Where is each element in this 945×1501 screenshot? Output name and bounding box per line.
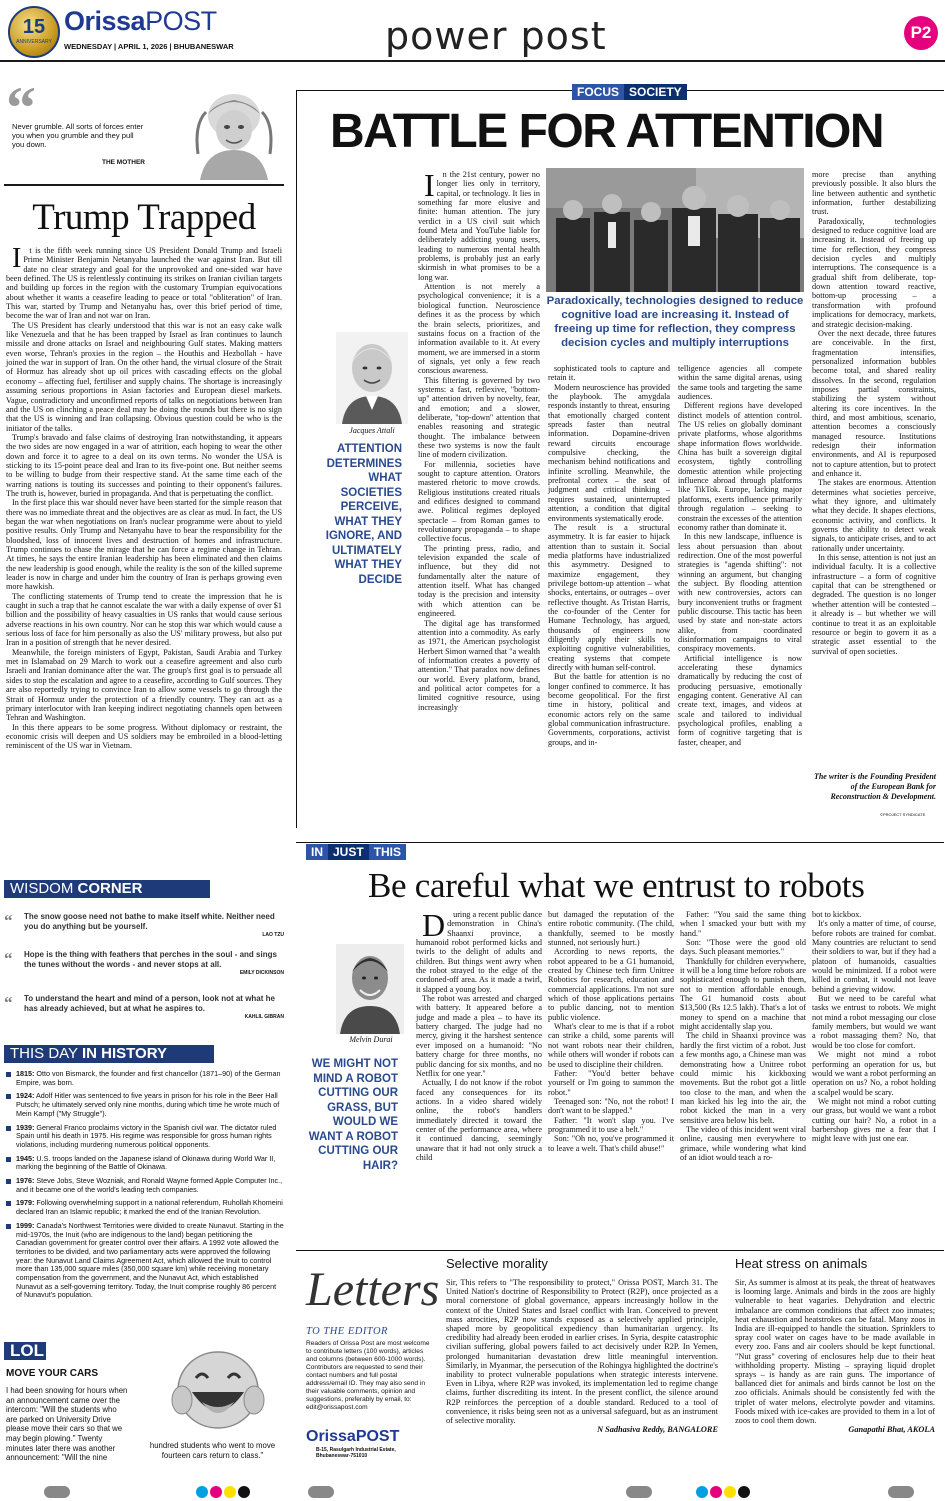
quote-icon: “ — [4, 993, 13, 1012]
registration-mark — [738, 1486, 750, 1498]
article-paragraph: Artificial intelligence is now accelerating these dynamics dramatically by reducing the cost of producing persuasive, emotionally engaging content. Generative AI can create text, images, and videos at scale and tailored to individual psychological profiles, enabling a form of cognitive targeting that is faster, cheaper, and — [678, 653, 802, 747]
quote-icon: “ — [6, 75, 36, 141]
article-paragraph: In this new landscape, influence is less about persuasion than about redirection. One of the most powerful strategies is "agenda shifting": not winning an argument, but changing the subject. By flooding attention with new controversies, actors can bury inconvenient truths or fragment public discourse. This tactic has been used by state and non-state actors alike, from coordinated disinformation campaigns to viral conspiracy movements. — [678, 532, 802, 654]
editorial-paragraph: The conflicting statements of Trump tend to create the impression that he is caught in such a trap that he cannot escalate the war with a daily expense of over $1 billion and the possibility of heavy casualties in US ranks that would cause serious adverse reactions in his own country. Nor can he stop this war which would cause a serious loss of face for him personally as also the US' military prowess, but also put Iran in a position of strength that he never desired. — [6, 591, 282, 648]
wisdom-quote-author: LAO TZU — [262, 932, 284, 938]
tech-executives-photo — [546, 168, 804, 292]
letter-text: Sir, As summer is almost at its peak, the threat of heatwaves is looming large. Animals and birds in the zoos are highly vulnerable to heat vagaries. Dehydration and electric imbalance are common conditions that affect zoo inmates; heat exhaustion and heatstrokes can be fatal. Many zoos in India are ill-equipped to handle the situation. Sprinklers to spray cool water on cages have to be made available in every zoo. Fans and air coolers should be kept functional. "Nut grass" covering of enclosures help due to their heat withholding property. Misting – spraying liquid droplet sprays – is handy as are rain guns. The importance of ballanced diet for animals and birds cannot be lost on the zoo officials. Animals should be consistently fed with the triplet of water melons, electrolyte powder and vitamins. Foods mixed with ice-cakes are provided to them in a lot of zoos to cool them down. — [735, 1278, 935, 1426]
divider — [4, 184, 284, 186]
author-name: Jacques Attali — [349, 426, 395, 435]
article-paragraph: bot to kickbox. — [812, 910, 862, 919]
editorial-body — [6, 243, 282, 751]
article-paragraph: The child in Shaanxi province was hardly the first victim of a robot. Just a few months ago, a Chinese man was demonstrating how a Unitree robot could mimic his kickboxing movements. But the robot got a little too close to the man, and when the man kicked his leg into the air, the robot kicked the man in a very sensitive area below his belt. — [680, 1031, 806, 1125]
lol-text-end: hundred students who went to move fourteen cars return to class." — [149, 1441, 276, 1460]
letter-signature: N Sadhasiva Reddy, BANGALORE — [597, 1425, 718, 1435]
article-paragraph: The result is a structural asymmetry. It is far easier to hijack attention than to sustain it. Social media platforms have industrialized this asymmetry. Designed to maximize engagement, they privilege bottom-up attention – what shocks, entertains, or outrages – over reflective thought. As Tristan Harris, the co-founder of the Center for Humane Technology, has argued, thousands of engineers now diligently apply their skills to exploiting cognitive vulnerabilities, creating systems that compete directly with human self-control. — [548, 522, 670, 672]
history-year: 1939: — [16, 1122, 35, 1132]
article-paragraph: What's clear to me is that if a robot can strike a child, some parents will not want robots near their children, while others will wonder if robots can be used to discipline their children. — [548, 1022, 674, 1069]
letter-body — [446, 1278, 718, 1434]
registration-mark — [696, 1486, 708, 1498]
divider — [296, 1250, 944, 1251]
letter-text: Sir, This refers to "The responsibility to protect," Orissa POST, March 31. The United Nation's doctrine of Responsibility to Protect (R2P), once projected as a moral cornerstone of global governance, appears increasingly hollow in the context of the United States and Israel conflict with Iran. Conceived to prevent mass atrocities, R2P now stands exposed as a selectively applied principle, shaped more by geopolitical expediency than humanitarian urgency. Its credibility had already been eroded in earlier crises. In Syria, despite catastrophic civilian suffering, global powers failed to act decisively under R2P. In Yemen, prolonged humanitarian devastation drew little meaningful intervention. Similarly, in Myanmar, the persecution of the Rohingya highlighted the doctrine's inability to protect vulnerable populations when strategic interests intervene. Even in Libya, where R2P was invoked, its implementation led to regime change claims, further discrediting its intent. In the present conflict, the silence around R2P reinforces the perception of a double standard. Reduced to a tool of convenience, it risks being seen not as a universal safeguard, but as an instrument of selective morality. — [446, 1278, 718, 1426]
article-paragraph: It's only a matter of time, of course, before robots are trained for combat. Many countries are reluctant to send their soldiers to war, but if they had a platoon of humanoids, casualties would be minimized. If a robot were killed in combat, it would not leave behind a grieving widow. — [812, 919, 936, 994]
registration-mark — [224, 1486, 236, 1498]
wisdom-quote-text: Hope is the thing with feathers that perches in the soul - and sings the tunes without the words - and never stops at all. — [24, 950, 277, 969]
wisdom-quote — [4, 912, 284, 938]
article-paragraph: The digital age has transformed attention into a commodity. As early as 1971, the American psychologist Herbert Simon warned that "a wealth of information creates a poverty of attention." That paradox now defines our world. Every platform, brand, and political actor competes for a limited cognitive resource, using increasingly — [418, 618, 540, 712]
registration-mark — [238, 1486, 250, 1498]
jacques-attali-photo — [336, 332, 408, 424]
melvin-durai-photo — [336, 944, 404, 1034]
author-name: Melvin Durai — [349, 1035, 393, 1044]
quote-icon: “ — [4, 911, 13, 930]
history-title — [4, 1045, 214, 1063]
editorial-paragraph: Meanwhile, the foreign ministers of Egypt, Pakistan, Saudi Arabia and Turkey met in Islamabad on 29 March to work out a ceasefire agreement and also curb Israeli and Iranian dominance after the war. The group's first goal is to persuade all sides to stop the escalation and agree to a ceasefire, according to Gulf sources. They are also reportedly trying to convince Iran to allow some vessels to go through the Strait of Hormuz under the protection of a friendly country. They can act as a primary interlocutor with Iran keeping indirect negotiating channels open between Tehran and Washington. — [6, 647, 282, 723]
history-year: 1979: — [16, 1198, 35, 1208]
editorial-paragraph: It is the fifth week running since US President Donald Trump and Israeli Prime Minister Benjamin Netanyahu launched the war against Iran. But till date no clear strategy and goal for the unprovoked and one-sided war have been defined. The US is relentlessly continuing its strikes on Iranian civilian targets and building up forces in the region with the customary Trumpian equivocations about whether it wants a ceasefire leading to peace or total "obliteration" of Iran. This war, started by Trump and Netanyahu has, over this brief period of time, become the war of Iran and not war on Iran. — [6, 243, 282, 321]
article-paragraph: telligence agencies all compete within the same digital arenas, using the same tools and targeting the same audiences. — [678, 364, 802, 402]
article-paragraph: This filtering is governed by two systems: a fast, reflexive, "bottom-up" attention driven by novelty, fear, and emotion; and a slower, deliberate, "top-down" attention that enables reasoning and strategic thought. The imbalance between these two systems is now the fault line of modern civilization. — [418, 375, 540, 460]
article-paragraph: We might not mind a robot cutting our grass, but would we want a robot cutting our hair? No, a robot in a barbershop gives me a fear that I might leave with just one ear. — [812, 1096, 936, 1144]
history-text: Otto von Bismarck, the founder and first chancellor (1871–90) of the German Empire, was born. — [16, 1069, 281, 1087]
history-item — [6, 1124, 284, 1150]
article-paragraph: Paradoxically, technologies designed to reduce cognitive load are increasing it. Instead of freeing up time for reflection, they compress decision cycles and multiply interruptions. The consequence is a gradual shift from deliberate, top-down attention toward reactive, bottom-up processing – a transformation with profound implications for democracy, markets, and strategic decision-making. — [812, 216, 936, 329]
badge-text: ANNIVERSARY — [16, 39, 52, 45]
lol-text: I had been snowing for hours when an announcement came over the intercom: "Will the students who are parked on University Drive please move their cars so that we may begin plowing." Twenty minutes later there was another announcement: "Will the nine — [6, 1386, 128, 1463]
section-name: power post — [385, 14, 607, 58]
article-paragraph: According to news reports, the robot appeared to be a G1 humanoid, created by Chinese tech firm Unitree Robotics for research, education and commercial applications. I'm not sure which of those applications pertains to public dancing, not to mention public violence. — [548, 947, 674, 1022]
letter-signature: Ganapathi Bhat, AKOLA — [848, 1425, 935, 1435]
quote-text: Never grumble. All sorts of forces enter you when you grumble and they pull you down. — [12, 122, 144, 149]
quote-author: THE MOTHER — [102, 159, 145, 166]
article-paragraph: Son: "Oh no, you've programmed it to leave a welt. That's child abuse!" — [548, 1134, 674, 1153]
article-paragraph: Thankfully for children everywhere, it will be a long time before robots are sophisticated enough to punish them, not to mention affordable enough. The G1 humanoid costs about $13,500 (Rs 12.5 lakh). That's a lot of money to spend on a machine that might accidentally slap you. — [680, 956, 806, 1032]
article-paragraph: Father: "You said the same thing when I smacked your butt with my hand." — [680, 910, 806, 938]
battle-headline: BATTLE FOR ATTENTION — [330, 105, 884, 158]
tag-just: JUST — [328, 844, 369, 860]
article-paragraph: but damaged the reputation of the entire robotic community. (The child, thankfully, seemed to be mostly stunned, not seriously hurt.) — [548, 910, 674, 948]
article-paragraph: But we need to be careful what tasks we entrust to robots. We might not mind a robot messaging our close family members, but would we want a robot massaging them? No, that would be too close for comfort. — [812, 994, 936, 1050]
wisdom-quote-text: The snow goose need not bathe to make itself white. Neither need you do anything but be yourself. — [24, 912, 275, 931]
history-text: General Franco proclaims victory in the Spanish civil war. The dictator ruled Spain until his death in 1975. His regime was responsible for gross human rights violations, including murdering numerous political opponents. — [16, 1122, 277, 1149]
history-text: Adolf Hitler was sentenced to five years in prison for his role in the Beer Hall Putsch; he ultimately served only nine months, during which time he wrote much of Mein Kampf ("My Struggle"). — [16, 1091, 280, 1118]
article-paragraph: Modern neuroscience has provided the playbook. The amygdala responds instantly to threat, ensuring that emotionally charged content spreads faster than neutral information. Dopamine-driven reward circuits encourage compulsive checking, the mechanism behind notifications and infinite scrolling. Meanwhile, the prefrontal cortex – the seat of judgment and critical thinking – requires sustained, uninterrupted attention, a condition that digital environments systematically erode. — [548, 382, 670, 523]
tag-in: IN — [306, 844, 328, 860]
quote-icon: “ — [4, 949, 13, 968]
wisdom-corner-title — [4, 880, 210, 898]
lol-title: LOL — [4, 1342, 46, 1360]
history-item — [6, 1177, 284, 1194]
article-column — [812, 910, 936, 1144]
letters-info: Readers of Orissa Post are most welcome to contribute letters (100 words), articles and columns (between 600-1000 words). Contributors are requested to send their contact numbers and full postal address/email ID. They may also send in their valuable comments, opinion and suggestions, preferably by email, to: edit@orissapost.com — [306, 1340, 430, 1411]
article-column — [812, 170, 936, 656]
history-year: 1815: — [16, 1069, 35, 1078]
article-paragraph: sophisticated tools to capture and retain it. — [548, 364, 670, 383]
registration-mark — [308, 1486, 334, 1498]
logo-orissa: Orissa — [64, 6, 146, 36]
pull-quote: WE MIGHT NOT MIND A ROBOT CUTTING OUR GRASS, BUT WOULD WE WANT A ROBOT CUTTING OUR HAIR? — [308, 1058, 398, 1172]
laughing-emoji-icon — [162, 1340, 272, 1440]
article-column — [416, 907, 542, 1162]
wisdom-title-a: WISDOM — [10, 880, 74, 897]
history-text: Following overwhelming support in a national referendum, Ruhollah Khomeini declared Iran an Islamic republic; it marked the end of the Iranian Revolution. — [16, 1198, 283, 1217]
history-item — [6, 1199, 284, 1216]
robots-headline: Be careful what we entrust to robots — [368, 866, 865, 905]
history-year: 1945: — [16, 1153, 35, 1163]
author-bio: The writer is the Founding President of the European Bank for Reconstruction & Development. — [813, 772, 936, 801]
article-column — [548, 910, 674, 1153]
letters-logo: Letters — [306, 1263, 440, 1316]
article-paragraph: Different regions have developed distinct models of attention control. The US relies on globally dominant private platforms, whose algorithms shape information flows worldwide. China has built a sovereign digital ecosystem, tightly controlling domestic attention while projecting influence abroad through platforms like TikTok. Europe, lacking major platforms, exerts influence primarily through regulation – seeking to constrain the excesses of the attention economy rather than dominate it. — [678, 401, 802, 532]
article-paragraph: For millennia, societies have sought to capture attention. Orators mastered rhetoric to move crowds. Religious institutions created rituals and edifices designed to command awe. Political regimes deployed spectacle – from Roman games to revolutionary propaganda – to shape collective focus. — [418, 459, 540, 544]
newspaper-logo-small: OrissaPOST — [306, 1428, 400, 1445]
dateline: WEDNESDAY | APRIL 1, 2026 | BHUBANESWAR — [64, 42, 234, 51]
letter-title: Heat stress on animals — [735, 1256, 868, 1271]
tag-this: THIS — [369, 844, 406, 860]
history-text: Steve Jobs, Steve Wozniak, and Ronald Wayne formed Apple Computer Inc., and it became one of the world's leading tech companies. — [16, 1176, 283, 1194]
article-column — [548, 364, 670, 747]
wisdom-quote — [4, 950, 284, 976]
article-paragraph: In this sense, attention is not just an individual faculty. It is a collective infrastructure – a form of cognitive capital that can be strengthened or degraded. The question is no longer whether attention will be contested – it already is – but whether we will continue to treat it as an exploitable resource or begin to govern it as a strategic asset essential to the survival of open societies. — [812, 553, 936, 656]
history-item — [6, 1070, 284, 1087]
editorial-title: Trump Trapped — [32, 197, 256, 238]
registration-mark — [724, 1486, 736, 1498]
history-year: 1924: — [16, 1091, 35, 1101]
wisdom-quote — [4, 994, 284, 1020]
article-paragraph: Actually, I do not know if the robot faced any consequences for its actions. In a video shared widely online, the robot's handlers immediately directed it toward the center of the performance area, where it continued dancing, seemingly unaware that it had not only struck a child — [416, 1078, 542, 1162]
anniversary-badge — [8, 6, 60, 58]
history-item — [6, 1222, 284, 1300]
article-paragraph: The robot was arrested and charged with battery. It appeared before a judge and made a plea – to have its battery charged. The judge had no mercy, giving it the harshest sentence ever imposed on a humanoid: "No battery charge for three months, no public dancing for six months, and no Netflix for one year." — [416, 994, 542, 1078]
article-column — [678, 364, 802, 747]
tag-society: SOCIETY — [624, 84, 687, 100]
wisdom-quote-author: EMILY DICKINSON — [239, 970, 284, 976]
wisdom-quote-author: KAHLIL GIBRAN — [244, 1014, 284, 1020]
history-item — [6, 1092, 284, 1118]
registration-mark — [888, 1486, 914, 1498]
article-paragraph: But the battle for attention is no longer confined to commerce. It has become geopolitical. For the first time in history, political and economic actors rely on the same global communication infrastructure. Governments, corporations, activist groups, and in- — [548, 672, 670, 747]
newspaper-logo[interactable] — [64, 6, 217, 37]
wisdom-title-b: CORNER — [77, 880, 143, 897]
wisdom-quote-text: To understand the heart and mind of a person, look not at what he has already achieved, but at what he aspires to. — [24, 994, 275, 1013]
lol-heading: MOVE YOUR CARS — [6, 1368, 99, 1379]
history-title-b: IN HISTORY — [81, 1045, 167, 1062]
registration-mark — [210, 1486, 222, 1498]
registration-mark — [710, 1486, 722, 1498]
registration-mark — [44, 1486, 70, 1498]
page-number-badge: P2 — [904, 16, 938, 50]
section-tag — [306, 844, 406, 860]
history-text: Canada's Northwest Territories were divided to create Nunavut. Starting in the mid-1970s, the Inuit (who are indigenous to the land) began petitioning the Canadian government for greater control over their affairs. A 1992 vote allowed the territories to be divided, and two parliamentary acts were approved the following year: the Nunavut Land Claims Agreement Act, which allowed the Inuit to control more than 135,000 square miles (350,000 square km) while receiving monetary compensation from the government, and the Nunavut Act, which established Nunavut as a self-governing territory. Today, the Inuit comprise roughly 86 percent of Nunavut's population. — [16, 1220, 284, 1300]
article-paragraph: We might not mind a robot performing an operation for us, but would we want a robot performing an operation on us? No, a robot holding a scalpel would be scary. — [812, 1050, 936, 1097]
pull-quote: ATTENTION DETERMINES WHAT SOCIETIES PERCEIVE, WHAT THEY IGNORE, AND ULTIMATELY WHAT THEY DECIDE — [325, 443, 402, 586]
the-mother-photo — [176, 84, 284, 180]
history-year: 1976: — [16, 1176, 35, 1186]
article-paragraph: Father: "You'd better behave yourself or I'm going to summon the robot." — [548, 1068, 674, 1097]
history-list — [6, 1070, 284, 1305]
registration-mark — [626, 1486, 652, 1498]
article-paragraph: The stakes are enormous. Attention determines what societies perceive, what they ignore, and ultimately what they decide. It shapes elections, economic activity, and conflicts. It governs the ability to detect weak signals, to anticipate crises, and to act rationally under uncertainty. — [812, 478, 936, 553]
divider — [296, 842, 944, 843]
article-column — [418, 167, 540, 712]
editorial-paragraph: In this there appears to be some progress. Without diplomacy or restraint, the economic crisis will deepen and US soldiers may be embroiled in a blood-letting reminiscent of the US war in Vietnam. — [6, 722, 282, 751]
article-paragraph: Over the next decade, three futures are conceivable. In the first, fragmentation intensifies, personalized information bubbles become total, and shared reality dissolves. In the second, regulation imposes partial constraints, stabilizing the system without altering its core incentives. In the third, and most ambitious, scenario, attention becomes a consciously managed resource. Institutions redesign their information environments, and AI is repurposed not to capture attention, but to protect and enhance it. — [812, 328, 936, 478]
office-address: B-15, Rasulgarh Industrial Estate, Bhubaneswar-751010 — [316, 1447, 396, 1459]
letter-title: Selective morality — [446, 1256, 548, 1271]
article-paragraph: Attention is not merely a psychological convenience; it is a biological function. Neuroscience defines it as the process by which the brain selects, prioritizes, and sustains focus on a fraction of the information available to it. At every moment, we are immersed in a storm of signals, yet only a few reach conscious awareness. — [418, 282, 540, 376]
badge-number: 15 — [22, 16, 46, 38]
editorial-paragraph: The US President has clearly understood that this war is not an easy cake walk like Venezuela and that he has been trapped by Israel as Iran continues to launch missile and drone attacks on Israel and neighbouring Gulf states. Making matters even worse, Tehran's proxies in the region – the Houthis and Hezbollah - have joined the war in support of Iran. On the other hand, the virtual closure of the Strait of Hormuz has already shot up oil prices with cascading effects on the global economy – affecting fuel, fertiliser and supply chains. The shortage is increasingly assuming serious proportions in Asian factories and European diesel markets. Vague, contradictory and unconfirmed reports of talks on negotiations between Iran and the US on clinching a peace deal may be doing the rounds but there is no sign that the US is winning and Iran collapsing. Obvious question could be who is the initiator of the talks. — [6, 320, 282, 433]
section-tag — [572, 84, 687, 101]
article-paragraph: Father: "It won't slap you. I've programmed it to use a belt." — [548, 1115, 674, 1134]
article-column — [680, 910, 806, 1162]
registration-mark — [196, 1486, 208, 1498]
letters-subtitle: TO THE EDITOR — [306, 1326, 388, 1337]
history-title-a: THIS DAY — [10, 1045, 78, 1062]
syndicate-credit: ©PROJECT SYNDICATE — [880, 812, 926, 817]
editorial-paragraph: Trump's bravado and false claims of destroying Iran notwithstanding, it appears the two sides are now engaged in a war of attrition, each hoping to wear the other down and force it to agree to a deal on its own terms. No wonder the USA is sticking to its 15-point peace deal and Iran to its five-point one. But neither seems to be willing to budge from their respective stand. At the same time each of the warring nations is touting its successes and pointing to their opponent's failures. The truth is, however, buried in propaganda. And that is perpetuating the conflict. — [6, 432, 282, 498]
article-paragraph: The printing press, radio, and television expanded the scale of influence, but they did not fundamentally alter the nature of attention itself. What has changed today is the precision and intensity with which attention can be engineered. — [418, 543, 540, 619]
tag-focus: FOCUS — [572, 84, 624, 100]
logo-post: POST — [145, 6, 217, 36]
photo-caption: Paradoxically, technologies designed to reduce cognitive load are increasing it. Instead of freeing up time for reflection, they compress decision cycles and multiply interruptions — [546, 295, 804, 349]
editorial-paragraph: In the first place this war should never have been started for the simple reason that there was no immediate threat and the objectives are as clear as mud. In fact, the US began the war when negotiations on Iran's nuclear programme were about to yield positive results. Only Trump and Netanyahu have to bear the responsibility for the bloodshed, loss of innocent lives and destruction of homes and infrastructure. Trump continues to chase the mirage that he can force a regime change in Tehran. At times, he says the entire Iranian leadership has been eliminated and then claims the new leadership is good enough, while the reality is the son of the killed supreme leader is now in charge and under him the country of Iran is perhaps growing even more hawkish. — [6, 498, 282, 592]
history-item — [6, 1155, 284, 1172]
article-paragraph: In the 21st century, power no longer lies only in territory, capital, or technology. It lies in something far more elusive and finite: human attention. The jury verdict in a US civil suit which found Meta and YouTube liable for deliberately addicting young users, leading to numerous mental health problems, is probably just an early skirmish in what promises to be a long war. — [418, 167, 540, 282]
article-paragraph: The video of this incident went viral online, causing men everywhere to grimace, while wondering what kind of an idiot would teach a ro- — [680, 1124, 806, 1162]
history-year: 1999: — [16, 1220, 35, 1230]
letter-body — [735, 1278, 935, 1434]
history-text: U.S. troops landed on the Japanese island of Okinawa during World War II, marking the beginning of the Battle of Okinawa. — [16, 1153, 276, 1172]
article-paragraph: more precise than anything previously possible. It also blurs the line between authentic and synthetic information, further destabilizing trust. — [812, 170, 936, 217]
article-paragraph: During a recent public dance demonstration in China's Shaanxi province, a humanoid robot performed kicks and twirls to the delight of adults and children. But things went awry when the robot strayed to the edge of the cordoned-off area. As it made a twirl, it slapped a young boy. — [416, 907, 542, 994]
article-paragraph: Son: "Those were the good old days. Such pleasant memories." — [680, 938, 806, 957]
article-paragraph: Teenaged son: "No, not the robot! I don't want to be slapped." — [548, 1096, 674, 1116]
